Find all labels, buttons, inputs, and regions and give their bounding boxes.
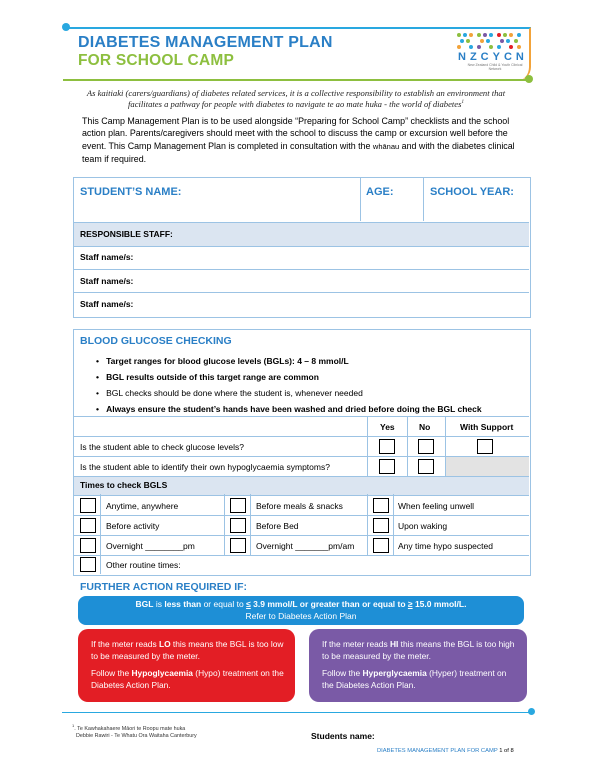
logo-subtitle: New Zealand Child & Youth Clinical Network (467, 63, 523, 71)
q1-yes-checkbox[interactable] (379, 439, 395, 454)
intro-text-a: This Camp Management Plan is to be used alongside “Preparing for School Camp” checklists and the school action plan. Parents/caregivers should meet with the school to discuss the camp or excursion well before the event. This Camp Management Plan is completed in consultation with the (82, 116, 510, 151)
divider (407, 416, 408, 476)
banner-less: less than (164, 599, 202, 609)
school-year-label: SCHOOL YEAR: (430, 186, 514, 198)
header-underline (63, 79, 529, 81)
banner-ge: ≥ (407, 599, 413, 609)
q2-no-checkbox[interactable] (418, 459, 434, 474)
feeling-unwell-checkbox[interactable] (373, 498, 389, 513)
hi-text-hi: HI (389, 639, 399, 649)
bgc-bullets: • Target ranges for blood glucose levels (BGLs): 4 – 8 mmol/L • BGL results outside of this target range are common • BGL checks should be done where the student is, whenever needed • Always ensure the student’s hands have been washed and dried before doing the BGL check (96, 356, 482, 414)
lo-text-d: Follow the (91, 668, 132, 678)
header-dot-right (525, 75, 533, 83)
hi-text-c: this means the BGL is too high to be measured by the meter. (322, 639, 515, 661)
q2-yes-checkbox[interactable] (379, 459, 395, 474)
logo-wordmark: NZCYCN (458, 51, 528, 63)
staff-name-label-2: Staff name/s: (80, 276, 134, 286)
footnote-ref: 1 (461, 100, 464, 105)
row-divider (74, 269, 529, 270)
plan-subtitle: FOR SCHOOL CAMP (78, 52, 234, 69)
q1-no-checkbox[interactable] (418, 439, 434, 454)
divider (100, 494, 101, 574)
bullet-results-outside: BGL results outside of this target range are common (106, 372, 319, 382)
feeling-unwell-label: When feeling unwell (398, 501, 475, 511)
other-times-checkbox[interactable] (80, 557, 96, 572)
banner-mmol: mmol/L or greater than or equal to (264, 599, 408, 609)
student-section (73, 177, 531, 318)
banner-or-equal: or equal to (201, 599, 247, 609)
footnote-number: 1 (72, 723, 75, 728)
footer-dot (528, 708, 535, 715)
footer-rule (62, 712, 530, 713)
hi-text-a: If the meter reads (322, 639, 390, 649)
bullet-target-range: Target ranges for blood glucose levels (BGLs): 4 – 8 mmol/L (106, 356, 349, 366)
divider (393, 494, 394, 555)
overnight-pmam-checkbox[interactable] (230, 538, 246, 553)
hi-text-f: (Hyper) treatment on the Diabetes Action Plan. (322, 668, 507, 690)
footnote (72, 723, 185, 732)
row-divider (74, 436, 529, 437)
lo-text-a: If the meter reads (91, 639, 159, 649)
lo-text-f: (Hypo) treatment on the Diabetes Action Plan. (91, 668, 284, 690)
footnote-text: . Te Kawhakahaere Māori te Roopu mate huka (74, 725, 186, 732)
before-bed-label: Before Bed (256, 521, 299, 531)
plan-title: DIABETES MANAGEMENT PLAN (78, 34, 333, 51)
lo-reading-box (78, 629, 295, 702)
divider (224, 494, 225, 555)
q1-support-checkbox[interactable] (477, 439, 493, 454)
row-divider (74, 535, 529, 536)
footer-title-text: DIABETES MANAGEMENT PLAN FOR CAMP (377, 748, 498, 754)
divider (423, 177, 424, 221)
further-action-heading: FURTHER ACTION REQUIRED IF: (80, 581, 248, 593)
col-no: No (419, 422, 431, 432)
overnight-pm-checkbox[interactable] (80, 538, 96, 553)
intro-italic (70, 88, 522, 109)
divider (367, 494, 368, 555)
before-meals-label: Before meals & snacks (256, 501, 343, 511)
row-divider (74, 416, 529, 417)
hypo-suspected-checkbox[interactable] (373, 538, 389, 553)
before-activity-label: Before activity (106, 521, 160, 531)
bgl-threshold-banner (78, 596, 524, 625)
before-bed-checkbox[interactable] (230, 518, 246, 533)
banner-refer: Refer to Diabetes Action Plan (245, 610, 357, 621)
col-yes: Yes (380, 422, 395, 432)
lo-text-hypo: Hypoglycaemia (131, 668, 193, 678)
age-label: AGE: (366, 186, 394, 198)
before-activity-checkbox[interactable] (80, 518, 96, 533)
student-name-label: STUDENT’S NAME: (80, 186, 182, 198)
col-with-support: With Support (460, 422, 514, 432)
overnight-pmam-label: Overnight _______pm/am (256, 541, 355, 551)
intro-paragraph (82, 115, 522, 165)
q2-support-na (446, 457, 529, 476)
divider (360, 177, 361, 221)
times-heading: Times to check BGLS (80, 480, 168, 490)
upon-waking-checkbox[interactable] (373, 518, 389, 533)
staff-name-label-3: Staff name/s: (80, 299, 134, 309)
banner-bgl: BGL (135, 599, 154, 609)
footnote-author: Debbie Rawiri - Te Whatu Ora Waitaha Canterbury (76, 733, 197, 739)
other-times-label: Other routine times: (106, 560, 181, 570)
banner-is: is (153, 599, 165, 609)
hi-reading-box (309, 629, 527, 702)
bullet-checks-where: BGL checks should be done where the student is, whenever needed (106, 388, 363, 398)
bullet-wash-hands: Always ensure the student’s hands have been washed and dried before doing the BGL check (106, 404, 482, 414)
q-hypo-symptoms: Is the student able to identify their own hypoglycaemia symptoms? (80, 462, 330, 472)
footer-doc-title (377, 748, 514, 754)
q-check-glucose: Is the student able to check glucose levels? (80, 442, 244, 452)
banner-15: 15.0 mmol/L. (412, 599, 467, 609)
upon-waking-label: Upon waking (398, 521, 448, 531)
hypo-suspected-label: Any time hypo suspected (398, 541, 493, 551)
row-divider (74, 515, 529, 516)
lo-text-c: this means the BGL is too low to be measured by the meter. (91, 639, 284, 661)
responsible-staff-label: RESPONSIBLE STAFF: (80, 229, 173, 239)
anytime-label: Anytime, anywhere (106, 501, 179, 511)
banner-39: 3.9 (250, 599, 265, 609)
intro-text-b: and with the diabetes clinical team if required. (82, 140, 515, 164)
intro-italic-text: As kaitiaki (carers/guardians) of diabetes related services, it is a collective responsibility to establish an environment that facilitates a pathway for people with diabetes to navigate te ao mate huka - the world of diabetes (86, 88, 506, 109)
before-meals-checkbox[interactable] (230, 498, 246, 513)
page-number: 1 of 8 (499, 748, 514, 754)
bgc-heading: BLOOD GLUCOSE CHECKING (80, 335, 232, 347)
students-name-label: Students name: (311, 731, 375, 741)
divider (250, 494, 251, 555)
hi-text-hyper: Hyperglycaemia (362, 668, 427, 678)
divider (367, 416, 368, 476)
overnight-pm-label: Overnight ________pm (106, 541, 195, 551)
intro-whanau: whānau (372, 141, 400, 151)
hi-text-d: Follow the (322, 668, 363, 678)
row-divider (74, 555, 529, 556)
staff-name-label-1: Staff name/s: (80, 252, 134, 262)
lo-text-lo: LO (158, 639, 171, 649)
anytime-checkbox[interactable] (80, 498, 96, 513)
banner-le: ≤ (246, 599, 251, 609)
row-divider (74, 292, 529, 293)
